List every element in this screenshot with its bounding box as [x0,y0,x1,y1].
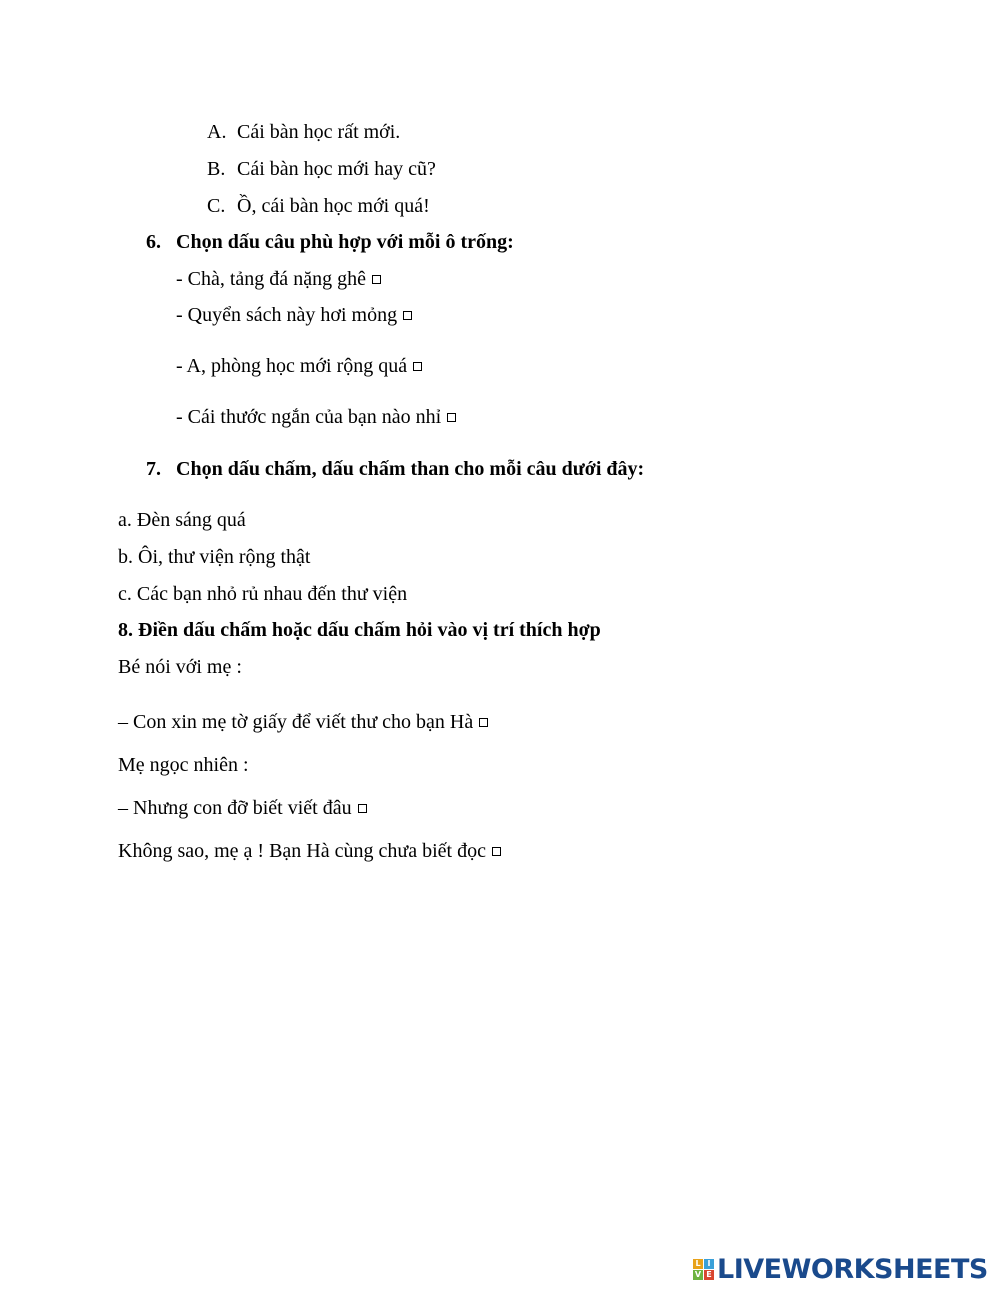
question-title: Chọn dấu câu phù hợp với mỗi ô trống: [176,231,514,253]
logo-icon-letter: L [693,1259,703,1269]
option-marker: A. [207,121,227,143]
q6-item-1 [176,267,381,291]
option-marker: C. [207,195,226,217]
option-text: Cái bàn học rất mới. [237,121,401,143]
q8-line-5 [118,839,501,863]
q8-line-text: Không sao, mẹ ạ ! Bạn Hà cùng chưa biết đọc [118,840,486,862]
option-c [207,194,430,218]
answer-box[interactable] [479,718,488,727]
q6-item-3 [176,354,422,378]
liveworksheets-logo [693,1254,988,1284]
answer-box[interactable] [358,804,367,813]
answer-box[interactable] [413,362,422,371]
answer-box[interactable] [492,847,501,856]
q8-line-4 [118,796,367,820]
option-marker: B. [207,158,226,180]
question-6-heading [146,230,514,254]
q8-line-text: Mẹ ngọc nhiên : [118,754,249,776]
answer-box[interactable] [372,275,381,284]
question-7-heading [146,457,644,481]
q8-line-2 [118,710,488,734]
logo-icon-letter: I [704,1259,714,1269]
q8-line-3 [118,753,249,777]
q8-line-text: – Con xin mẹ tờ giấy để viết thư cho bạn Hà [118,711,474,733]
logo-icon-letter: E [704,1270,714,1280]
option-a [207,120,400,144]
q7-item-text: c. Các bạn nhỏ rủ nhau đến thư viện [118,583,408,605]
logo-icon-letter: V [694,1269,702,1279]
q6-item-text: - A, phòng học mới rộng quá [176,355,408,377]
logo-text: LIVEWORKSHEETS [717,1253,988,1285]
question-8-heading: 8. Điền dấu chấm hoặc dấu chấm hỏi vào vị trí thích hợp [118,619,601,641]
q7-item-c [118,582,407,606]
question-title: Chọn dấu chấm, dấu chấm than cho mỗi câu dưới đây: [176,458,645,480]
question-number: 6. [146,231,161,253]
q8-line-text: – Nhưng con đỡ biết viết đâu [118,797,352,819]
q8-line-text: Bé nói với mẹ : [118,656,242,678]
logo-icon [693,1259,714,1280]
q6-item-2 [176,303,412,327]
q6-item-text: - Quyển sách này hơi mỏng [176,304,398,326]
q7-item-text: b. Ôi, thư viện rộng thật [118,546,311,568]
q7-item-a [118,508,246,532]
q6-item-4 [176,405,456,429]
q6-item-text: - Cái thước ngắn của bạn nào nhỉ [176,406,442,428]
option-text: Ồ, cái bàn học mới quá! [237,195,430,217]
option-text: Cái bàn học mới hay cũ? [237,158,436,180]
q7-item-text: a. Đèn sáng quá [118,509,246,531]
option-b [207,157,436,181]
answer-box[interactable] [447,413,456,422]
q7-item-b [118,545,310,569]
answer-box[interactable] [403,311,412,320]
question-number: 7. [146,458,161,480]
q8-line-1 [118,655,242,679]
q6-item-text: - Chà, tảng đá nặng ghê [176,268,366,290]
